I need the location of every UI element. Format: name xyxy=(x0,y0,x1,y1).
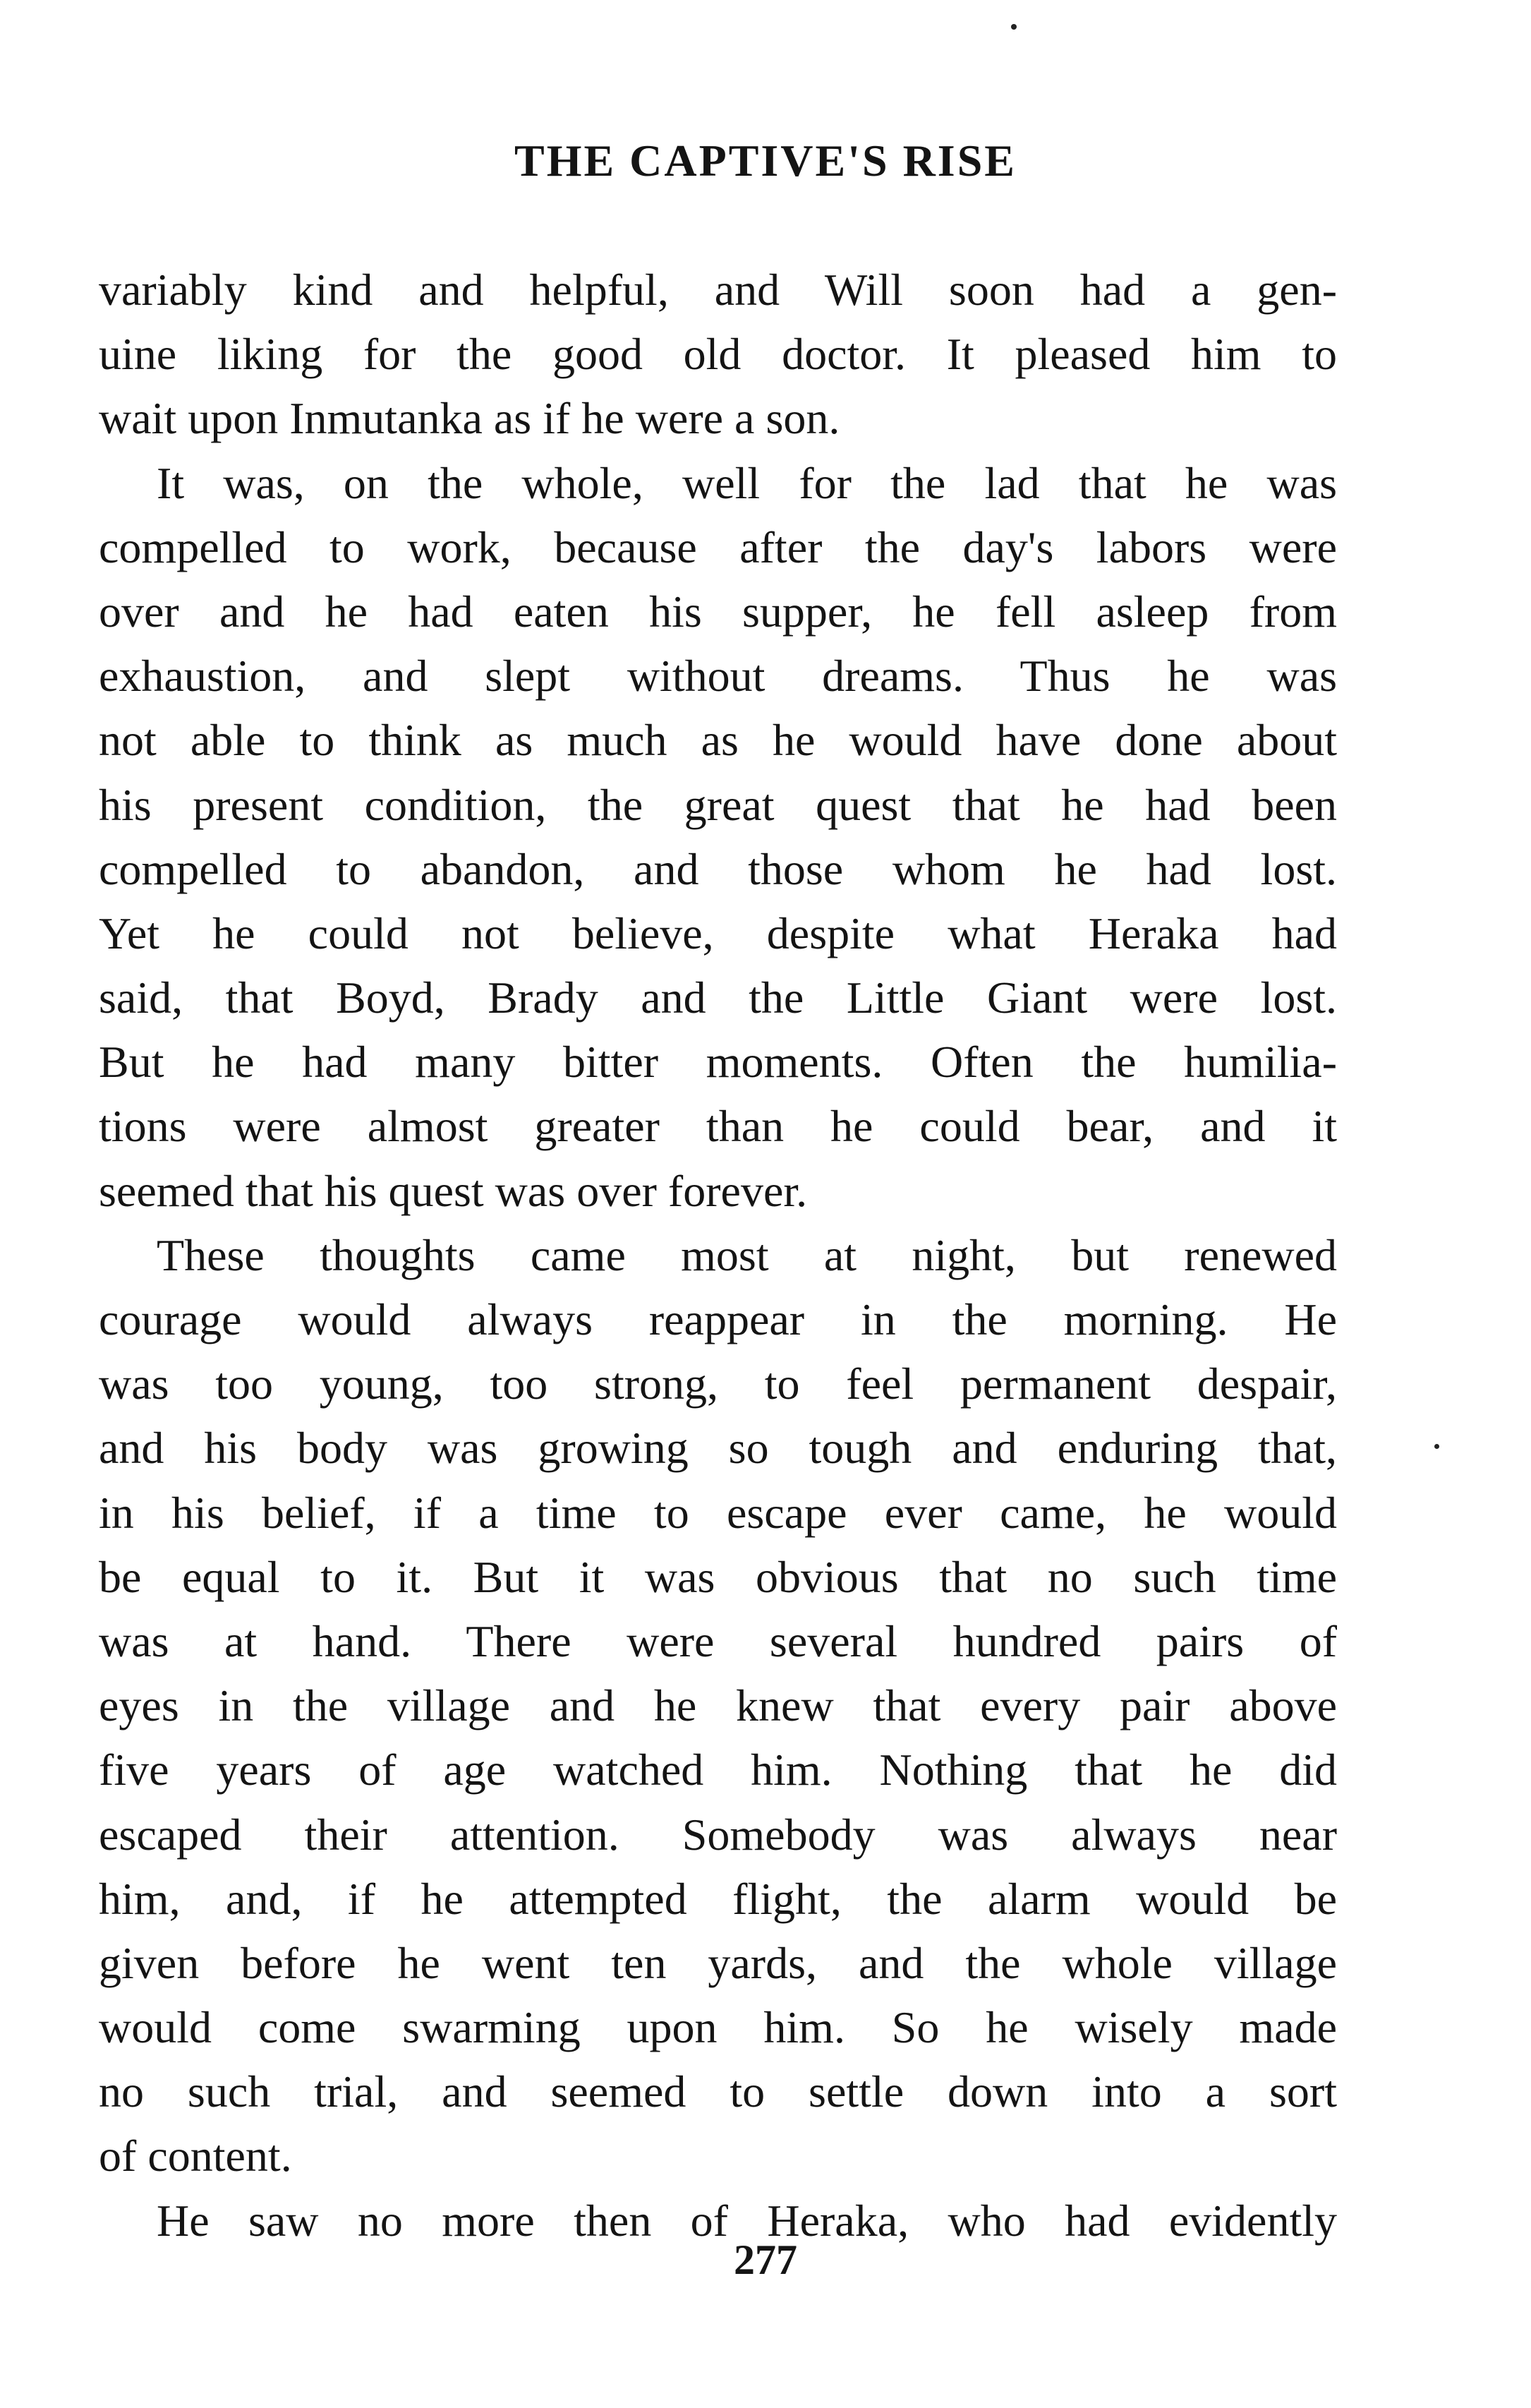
ink-speck xyxy=(1011,24,1017,30)
text-line: his present condition, the great quest that he had been xyxy=(99,779,1337,830)
body-text xyxy=(99,258,1337,2253)
text-line: These thoughts came most at night, but renewed xyxy=(157,1229,1337,1280)
text-line: But he had many bitter moments. Often the humilia- xyxy=(99,1037,1337,1088)
text-line: was at hand. There were several hundred pairs of xyxy=(99,1615,1337,1666)
text-line: and his body was growing so tough and enduring that, xyxy=(99,1423,1337,1474)
running-head: THE CAPTIVE'S RISE xyxy=(514,136,1017,186)
text-line: him, and, if he attempted flight, the alarm would be xyxy=(99,1873,1337,1924)
text-line: not able to think as much as he would have done about xyxy=(99,715,1337,766)
text-line: courage would always reappear in the morning. He xyxy=(99,1294,1337,1344)
ink-speck xyxy=(1434,1444,1439,1449)
text-line: escaped their attention. Somebody was always near xyxy=(99,1809,1337,1860)
text-line: said, that Boyd, Brady and the Little Giant were lost. xyxy=(99,973,1337,1023)
text-line: five years of age watched him. Nothing that he did xyxy=(99,1745,1337,1795)
text-line: of content. xyxy=(99,2131,292,2181)
text-line: compelled to work, because after the day's labors were xyxy=(99,522,1337,572)
text-line: It was, on the whole, well for the lad that he was xyxy=(157,457,1337,508)
text-line: was too young, too strong, to feel permanent despair, xyxy=(99,1359,1337,1409)
text-line: variably kind and helpful, and Will soon had a gen- xyxy=(99,265,1337,315)
text-line: eyes in the village and he knew that every pair above xyxy=(99,1680,1337,1731)
page-number: 277 xyxy=(734,2237,797,2283)
text-line: seemed that his quest was over forever. xyxy=(99,1165,808,1216)
text-line: in his belief, if a time to escape ever came, he would xyxy=(99,1487,1337,1538)
text-line: over and he had eaten his supper, he fell asleep from xyxy=(99,586,1337,637)
text-line: uine liking for the good old doctor. It pleased him to xyxy=(99,329,1337,380)
text-line: would come swarming upon him. So he wisely made xyxy=(99,2002,1337,2053)
text-line: be equal to it. But it was obvious that no such time xyxy=(99,1551,1337,1602)
text-line: given before he went ten yards, and the whole village xyxy=(99,1937,1337,1988)
text-line: Yet he could not believe, despite what Heraka had xyxy=(99,908,1337,958)
text-line: He saw no more then of Heraka, who had evidently xyxy=(157,2195,1337,2246)
text-line: compelled to abandon, and those whom he had lost. xyxy=(99,843,1337,894)
text-line: no such trial, and seemed to settle down into a sort xyxy=(99,2066,1337,2117)
text-line: exhaustion, and slept without dreams. Thus he was xyxy=(99,651,1337,702)
text-line: wait upon Inmutanka as if he were a son. xyxy=(99,393,840,444)
text-line: tions were almost greater than he could bear, and it xyxy=(99,1101,1337,1152)
